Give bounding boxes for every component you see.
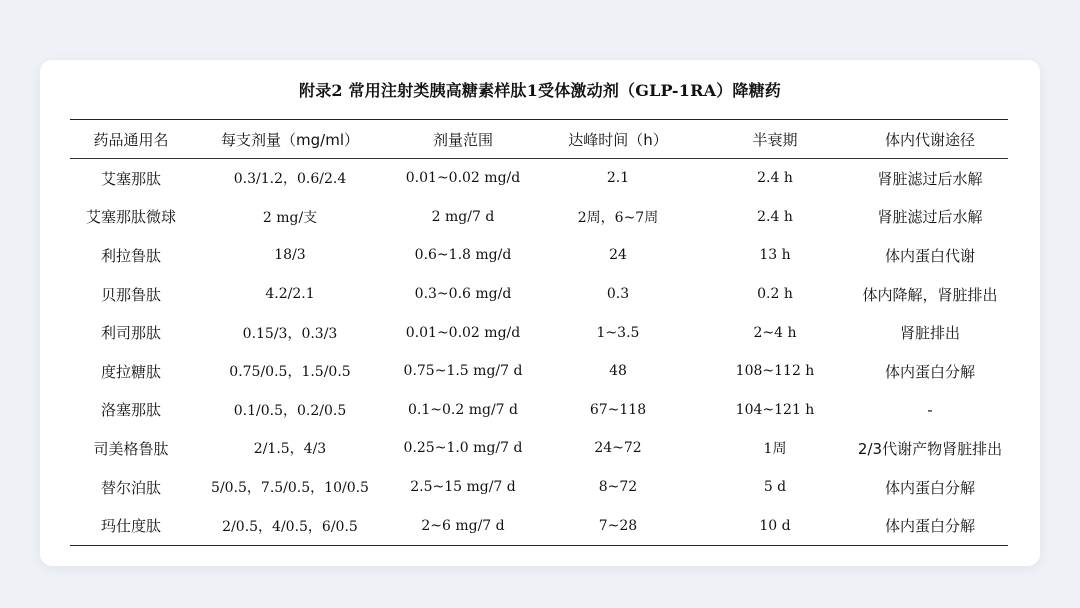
cell-metabolism: 肾脏滤过后水解 xyxy=(877,208,983,227)
cell-half-life: 5 d xyxy=(763,479,787,496)
table-row xyxy=(70,313,1008,352)
cell-drug-name: 利司那肽 xyxy=(100,324,161,343)
cell-drug-name: 艾塞那肽 xyxy=(100,169,161,188)
cell-dose-per-unit: 0.1/0.5，0.2/0.5 xyxy=(233,402,347,419)
cell-dose-per-unit: 2 mg/支 xyxy=(262,209,318,226)
cell-metabolism: 肾脏滤过后水解 xyxy=(877,169,983,188)
cell-half-life: 2.4 h xyxy=(757,208,793,225)
cell-metabolism: - xyxy=(927,400,933,419)
cell-drug-name: 司美格鲁肽 xyxy=(93,439,169,458)
table-row xyxy=(70,391,1008,430)
cell-metabolism: 体内蛋白分解 xyxy=(884,478,975,497)
cell-peak-time: 0.3 xyxy=(606,286,630,303)
cell-half-life: 2~4 h xyxy=(753,324,797,341)
cell-half-life: 108~112 h xyxy=(735,363,815,380)
cell-metabolism: 2/3代谢产物肾脏排出 xyxy=(857,439,1003,458)
cell-peak-time: 8~72 xyxy=(598,479,638,496)
cell-dose-per-unit: 5/0.5，7.5/0.5，10/0.5 xyxy=(211,480,369,497)
cell-dose-per-unit: 0.15/3，0.3/3 xyxy=(242,325,338,342)
cell-peak-time: 24~72 xyxy=(594,440,642,457)
cell-dose-range: 0.6~1.8 mg/d xyxy=(414,247,512,264)
header-metabolism: 体内代谢途径 xyxy=(884,130,975,149)
header-drug-name: 药品通用名 xyxy=(93,130,169,149)
cell-drug-name: 玛仕度肽 xyxy=(100,517,161,536)
cell-peak-time: 24 xyxy=(609,247,627,264)
cell-dose-per-unit: 18/3 xyxy=(274,247,306,264)
cell-drug-name: 艾塞那肽微球 xyxy=(85,208,176,227)
table-row xyxy=(70,429,1008,468)
table-row xyxy=(70,236,1008,275)
header-half-life: 半衰期 xyxy=(752,130,798,149)
content-card xyxy=(40,60,1040,566)
table-row xyxy=(70,468,1008,507)
cell-drug-name: 洛塞那肽 xyxy=(100,401,161,420)
cell-dose-range: 0.01~0.02 mg/d xyxy=(405,324,521,341)
header-row xyxy=(70,120,1008,159)
cell-dose-per-unit: 4.2/2.1 xyxy=(265,286,315,303)
cell-metabolism: 体内蛋白分解 xyxy=(884,362,975,381)
cell-dose-range: 0.3~0.6 mg/d xyxy=(414,286,512,303)
cell-half-life: 0.2 h xyxy=(757,286,793,303)
table-title: 附录2 常用注射类胰高糖素样肽1受体激动剂（GLP-1RA）降糖药 xyxy=(299,81,781,100)
cell-peak-time: 48 xyxy=(609,363,627,380)
cell-drug-name: 利拉鲁肽 xyxy=(100,246,161,265)
cell-dose-range: 2 mg/7 d xyxy=(431,208,495,225)
cell-metabolism: 肾脏排出 xyxy=(899,324,960,343)
cell-drug-name: 度拉糖肽 xyxy=(100,362,161,381)
header-dose-range: 剂量范围 xyxy=(432,130,493,149)
table-row xyxy=(70,159,1008,198)
cell-half-life: 2.4 h xyxy=(757,170,793,187)
cell-dose-range: 2~6 mg/7 d xyxy=(421,517,505,534)
table-row xyxy=(70,275,1008,314)
cell-half-life: 104~121 h xyxy=(735,401,815,418)
cell-dose-per-unit: 2/0.5，4/0.5，6/0.5 xyxy=(222,518,358,535)
cell-drug-name: 贝那鲁肽 xyxy=(100,285,161,304)
cell-peak-time: 7~28 xyxy=(598,517,638,534)
cell-dose-per-unit: 0.75/0.5，1.5/0.5 xyxy=(229,364,351,381)
cell-dose-range: 2.5~15 mg/7 d xyxy=(410,479,516,496)
cell-half-life: 13 h xyxy=(759,247,791,264)
table-row xyxy=(70,198,1008,237)
cell-metabolism: 体内蛋白代谢 xyxy=(884,246,975,265)
table-container xyxy=(70,119,1008,546)
cell-dose-range: 0.1~0.2 mg/7 d xyxy=(408,401,518,418)
cell-dose-range: 0.25~1.0 mg/7 d xyxy=(403,440,523,457)
cell-peak-time: 2.1 xyxy=(606,170,630,187)
cell-dose-range: 0.01~0.02 mg/d xyxy=(405,170,521,187)
cell-peak-time: 67~118 xyxy=(589,401,647,418)
table-row xyxy=(70,352,1008,391)
cell-peak-time: 2周，6~7周 xyxy=(577,209,659,226)
cell-drug-name: 替尔泊肽 xyxy=(100,478,161,497)
header-peak-time: 达峰时间（h） xyxy=(568,130,668,149)
table-row xyxy=(70,506,1008,545)
cell-metabolism: 体内降解，肾脏排出 xyxy=(862,285,998,304)
cell-dose-per-unit: 2/1.5，4/3 xyxy=(253,441,327,458)
cell-half-life: 1周 xyxy=(763,441,787,458)
cell-half-life: 10 d xyxy=(759,517,791,534)
drug-table xyxy=(70,119,1008,546)
cell-dose-per-unit: 0.3/1.2，0.6/2.4 xyxy=(233,171,347,188)
cell-dose-range: 0.75~1.5 mg/7 d xyxy=(403,363,523,380)
cell-metabolism: 体内蛋白分解 xyxy=(884,517,975,536)
cell-peak-time: 1~3.5 xyxy=(596,324,640,341)
header-dose-per-unit: 每支剂量（mg/ml） xyxy=(221,130,359,149)
